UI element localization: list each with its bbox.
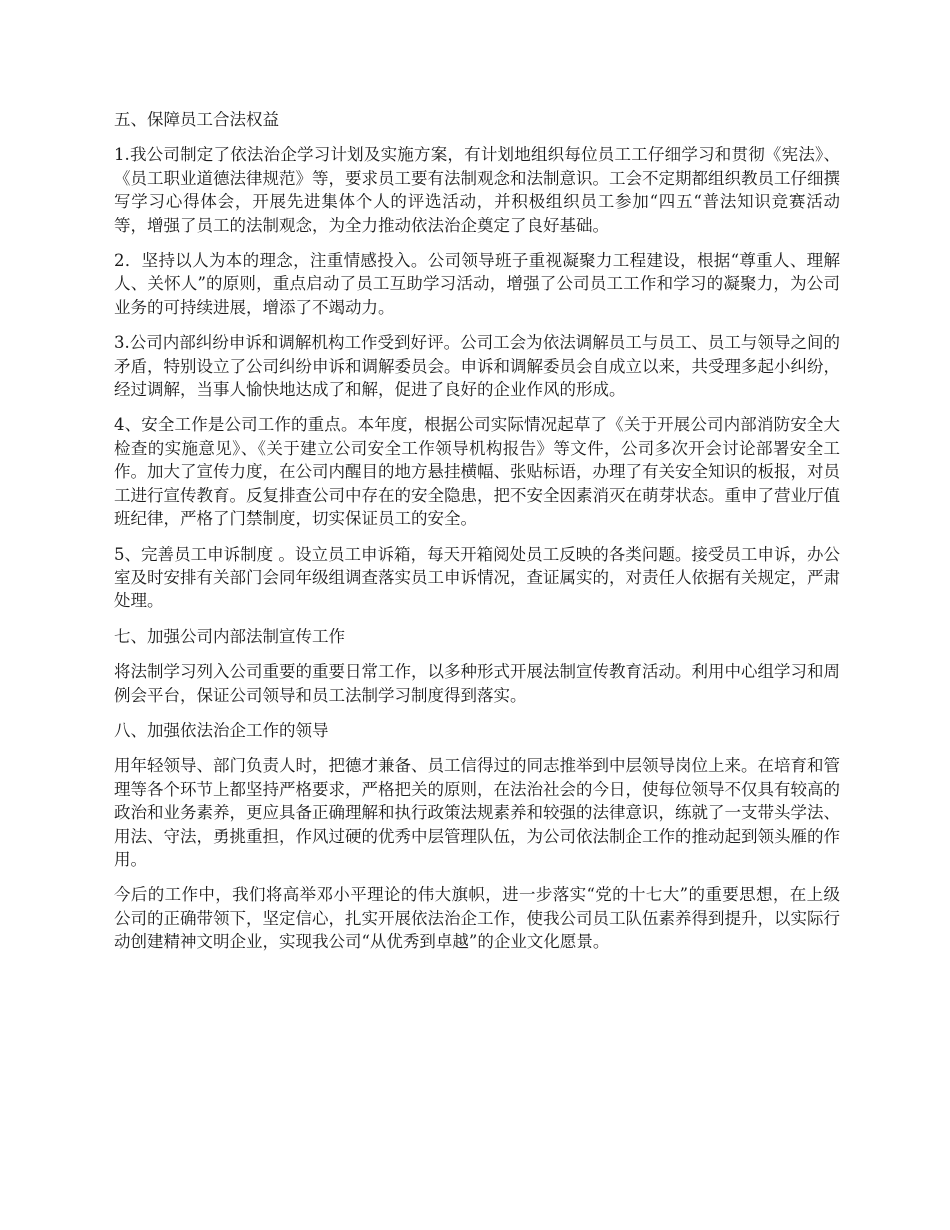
document-page: [114, 108, 840, 966]
section-heading-eight: 八、加强依法治企工作的领导: [114, 720, 329, 740]
paragraph-leadership: 用年轻领导、部门负责人时，把德才兼备、员工信得过的同志推举到中层领导岗位上来。在培育和管理等各个环节上都坚持严格要求，严格把关的原则，在法治社会的今日，使每位领导不仅具有较高的政治和业务素养，更应具备正确理解和执行政策法规素养和较强的法律意识，练就了一支带头学法、用法、守法，勇挑重担，作风过硬的优秀中层管理队伍，为公司依法制企工作的推动起到领头雁的作用。: [114, 756, 840, 869]
paragraph-dispute-mediation: 3.公司内部纠纷申诉和调解机构工作受到好评。公司工会为依法调解员工与员工、员工与领导之间的矛盾，特别设立了公司纠纷申诉和调解委员会。申诉和调解委员会自成立以来，共受理多起小纠纷，经过调解，当事人愉快地达成了和解，促进了良好的企业作风的形成。: [114, 333, 840, 400]
section-heading-five: 五、保障员工合法权益: [114, 110, 279, 129]
paragraph-future-work: 今后的工作中，我们将高举邓小平理论的伟大旗帜，进一步落实“党的十七大”的重要思想，在上级公司的正确带领下，坚定信心，扎实开展依法治企工作，使我公司员工队伍素养得到提升，以实际行动创建精神文明企业，实现我公司“从优秀到卓越”的企业文化愿景。: [114, 885, 840, 952]
section-heading-seven: 七、加强公司内部法制宣传工作: [114, 626, 345, 646]
paragraph-people-oriented: 2．坚持以人为本的理念，注重情感投入。公司领导班子重视凝聚力工程建设，根据“尊重人、理解人、关怀人”的原则，重点启动了员工互助学习活动，增强了公司员工工作和学习的凝聚力，为公司业务的可持续进展，增添了不竭动力。: [114, 251, 840, 317]
paragraph-safety-work: 4、安全工作是公司工作的重点。本年度，根据公司实际情况起草了《关于开展公司内部消防安全大检查的实施意见》、《关于建立公司安全工作领导机构报告》等文件，公司多次开会讨论部署安全工作。加大了宣传力度，在公司内醒目的地方悬挂横幅、张贴标语，办理了有关安全知识的板报，对员工进行宣传教育。反复排查公司中存在的安全隐患，把不安全因素消灭在萌芽状态。重申了营业厅值班纪律，严格了门禁制度，切实保证员工的安全。: [114, 415, 840, 529]
paragraph-study-plan: 1.我公司制定了依法治企学习计划及实施方案，有计划地组织每位员工工仔细学习和贯彻《宪法》、《员工职业道德法律规范》等，要求员工要有法制观念和法制意识。工会不定期都组织教员工仔细撰写学习心得体会，开展先进集体个人的评选活动，并积极组织员工参加“四五“普法知识竞赛活动等，增强了员工的法制观念，为全力推动依法治企奠定了良好基础。: [114, 145, 840, 235]
paragraph-complaint-system: 5、完善员工申诉制度 。设立员工申诉箱，每天开箱阅处员工反映的各类问题。接受员工申诉，办公室及时安排有关部门会同年级组调查落实员工申诉情况，查证属实的，对责任人依据有关规定，严肃处理。: [114, 544, 840, 611]
paragraph-legal-publicity: 将法制学习列入公司重要的重要日常工作，以多种形式开展法制宣传教育活动。利用中心组学习和周例会平台，保证公司领导和员工法制学习制度得到落实。: [114, 662, 840, 705]
